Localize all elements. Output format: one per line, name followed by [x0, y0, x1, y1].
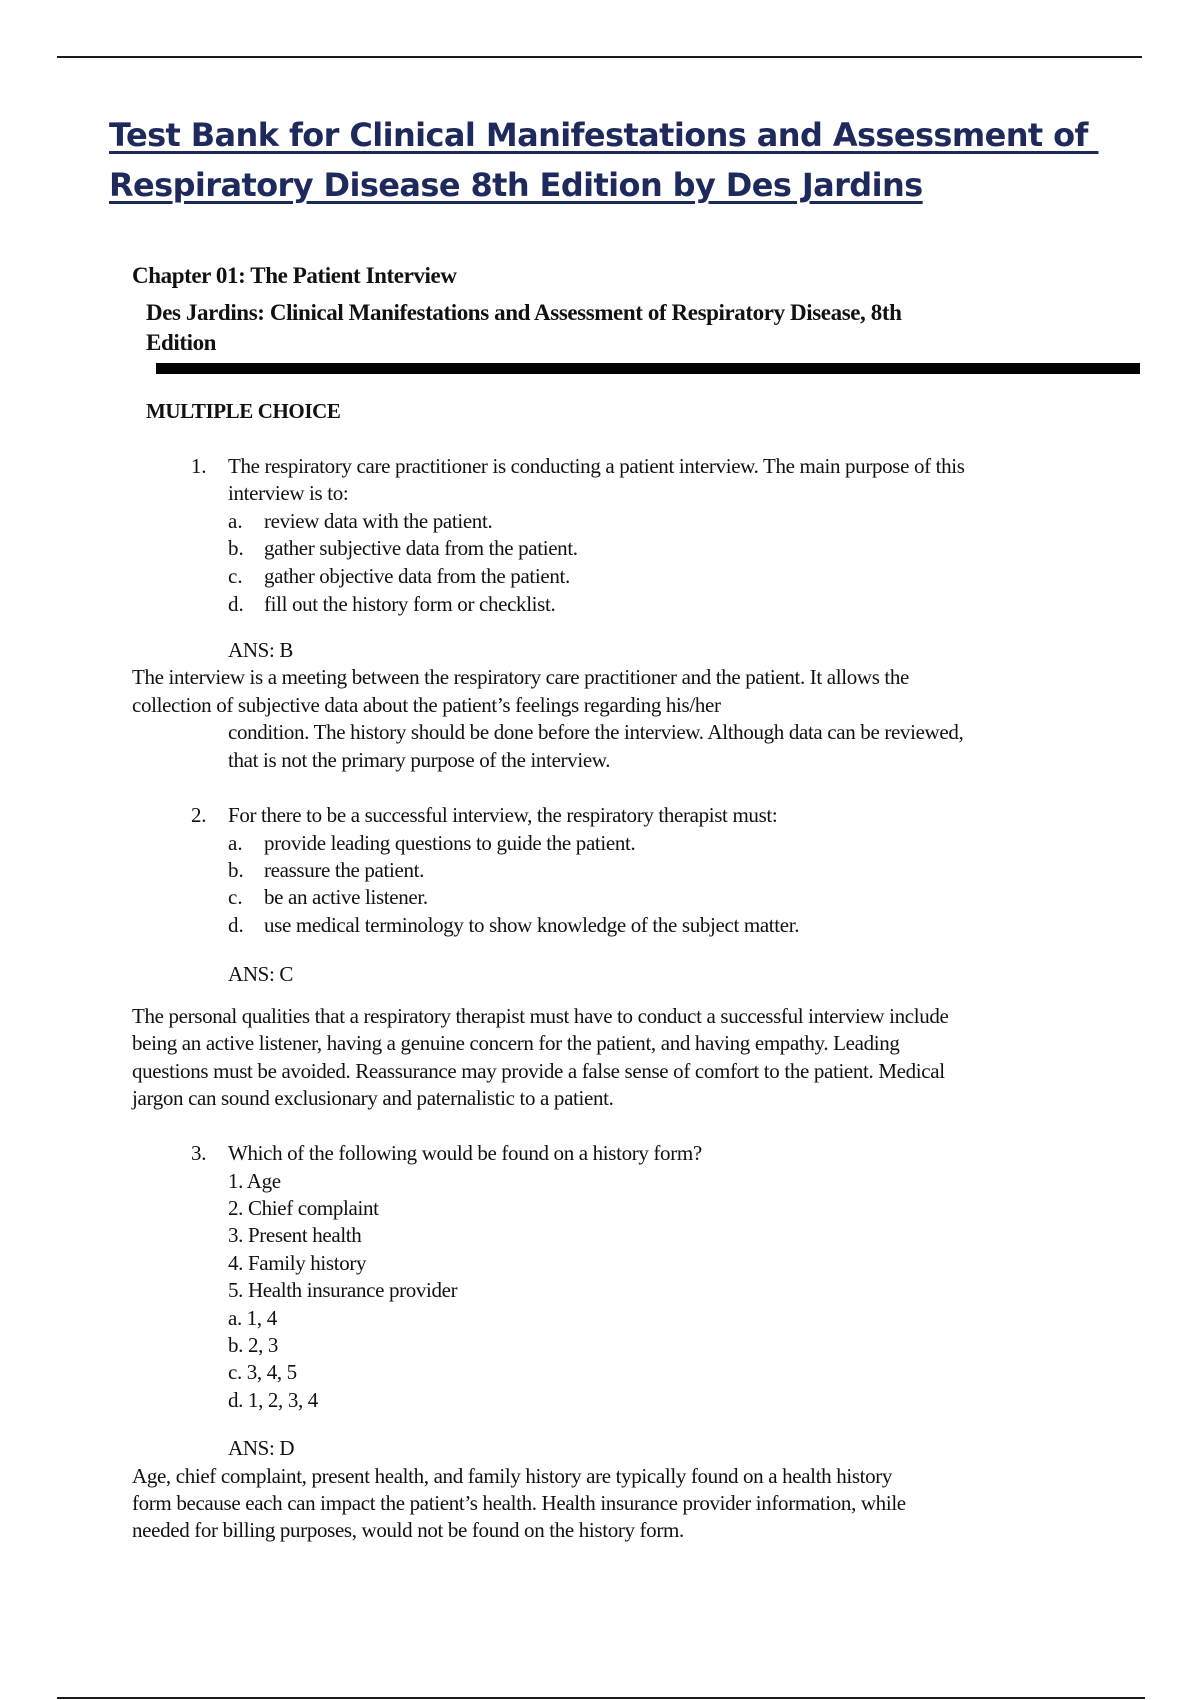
option-letter: c.	[228, 564, 243, 588]
document-title-text-1: Test Bank for Clinical Manifestations and Assessment of	[109, 116, 1099, 154]
option-letter: a.	[228, 831, 243, 855]
document-title-line-2	[109, 160, 1109, 210]
history-item: 1. Age	[228, 1169, 281, 1193]
document-title	[109, 110, 1109, 210]
option-text: fill out the history form or checklist.	[264, 592, 556, 616]
answer-key: ANS: B	[228, 638, 294, 662]
rationale-line: being an active listener, having a genuine concern for the patient, and having empathy. Leading	[132, 1031, 900, 1055]
book-subtitle	[146, 298, 1066, 358]
option-text: gather objective data from the patient.	[264, 564, 570, 588]
option-d: d. 1, 2, 3, 4	[228, 1388, 318, 1412]
question-stem-line: interview is to:	[228, 481, 349, 505]
chapter-heading: Chapter 01: The Patient Interview	[132, 263, 457, 288]
question-stem-line: The respiratory care practitioner is conducting a patient interview. The main purpose of this	[228, 454, 965, 478]
history-item: 5. Health insurance provider	[228, 1278, 458, 1302]
document-title-line-1	[109, 110, 1109, 160]
bottom-rule	[57, 1697, 1145, 1699]
rationale-line: form because each can impact the patient’s health. Health insurance provider information, while	[132, 1491, 906, 1515]
history-item: 4. Family history	[228, 1251, 367, 1275]
option-letter: a.	[228, 509, 243, 533]
option-b: b. 2, 3	[228, 1333, 279, 1357]
rationale-line: that is not the primary purpose of the interview.	[228, 748, 611, 772]
rationale-line: condition. The history should be done before the interview. Although data can be reviewed,	[228, 720, 964, 744]
question-number: 3.	[191, 1141, 207, 1165]
option-text: be an active listener.	[264, 885, 428, 909]
section-heading-multiple-choice: MULTIPLE CHOICE	[146, 399, 341, 423]
option-text: use medical terminology to show knowledge of the subject matter.	[264, 913, 800, 937]
book-subtitle-line-1: Des Jardins: Clinical Manifestations and Assessment of Respiratory Disease, 8th	[146, 300, 902, 325]
question-stem-line: Which of the following would be found on a history form?	[228, 1141, 702, 1165]
rationale-line: The personal qualities that a respiratory therapist must have to conduct a successful interview include	[132, 1004, 949, 1028]
answer-key: ANS: D	[228, 1436, 295, 1460]
question-number: 2.	[191, 803, 207, 827]
option-text: reassure the patient.	[264, 858, 424, 882]
question-number: 1.	[191, 454, 207, 478]
document-title-text-2: Respiratory Disease 8th Edition by Des Jardins	[109, 166, 923, 204]
option-text: gather subjective data from the patient.	[264, 536, 578, 560]
book-subtitle-line-2: Edition	[146, 330, 217, 355]
rationale-line: Age, chief complaint, present health, and family history are typically found on a health history	[132, 1464, 893, 1488]
answer-key: ANS: C	[228, 962, 294, 986]
option-text: provide leading questions to guide the patient.	[264, 831, 636, 855]
option-letter: b.	[228, 536, 244, 560]
option-letter: d.	[228, 913, 244, 937]
history-item: 3. Present health	[228, 1223, 362, 1247]
rationale-line: questions must be avoided. Reassurance may provide a false sense of comfort to the patient. Medical	[132, 1059, 945, 1083]
question-stem-line: For there to be a successful interview, the respiratory therapist must:	[228, 803, 778, 827]
history-item: 2. Chief complaint	[228, 1196, 379, 1220]
option-letter: c.	[228, 885, 243, 909]
option-text: review data with the patient.	[264, 509, 493, 533]
rationale-line: needed for billing purposes, would not be found on the history form.	[132, 1518, 684, 1542]
rationale-line: jargon can sound exclusionary and paternalistic to a patient.	[132, 1086, 614, 1110]
option-c: c. 3, 4, 5	[228, 1360, 297, 1384]
option-letter: d.	[228, 592, 244, 616]
top-rule	[57, 56, 1142, 58]
option-a: a. 1, 4	[228, 1306, 277, 1330]
rationale-line: collection of subjective data about the patient’s feelings regarding his/her	[132, 693, 721, 717]
section-divider	[156, 363, 1140, 374]
option-letter: b.	[228, 858, 244, 882]
rationale-line: The interview is a meeting between the respiratory care practitioner and the patient. It allows the	[132, 665, 910, 689]
